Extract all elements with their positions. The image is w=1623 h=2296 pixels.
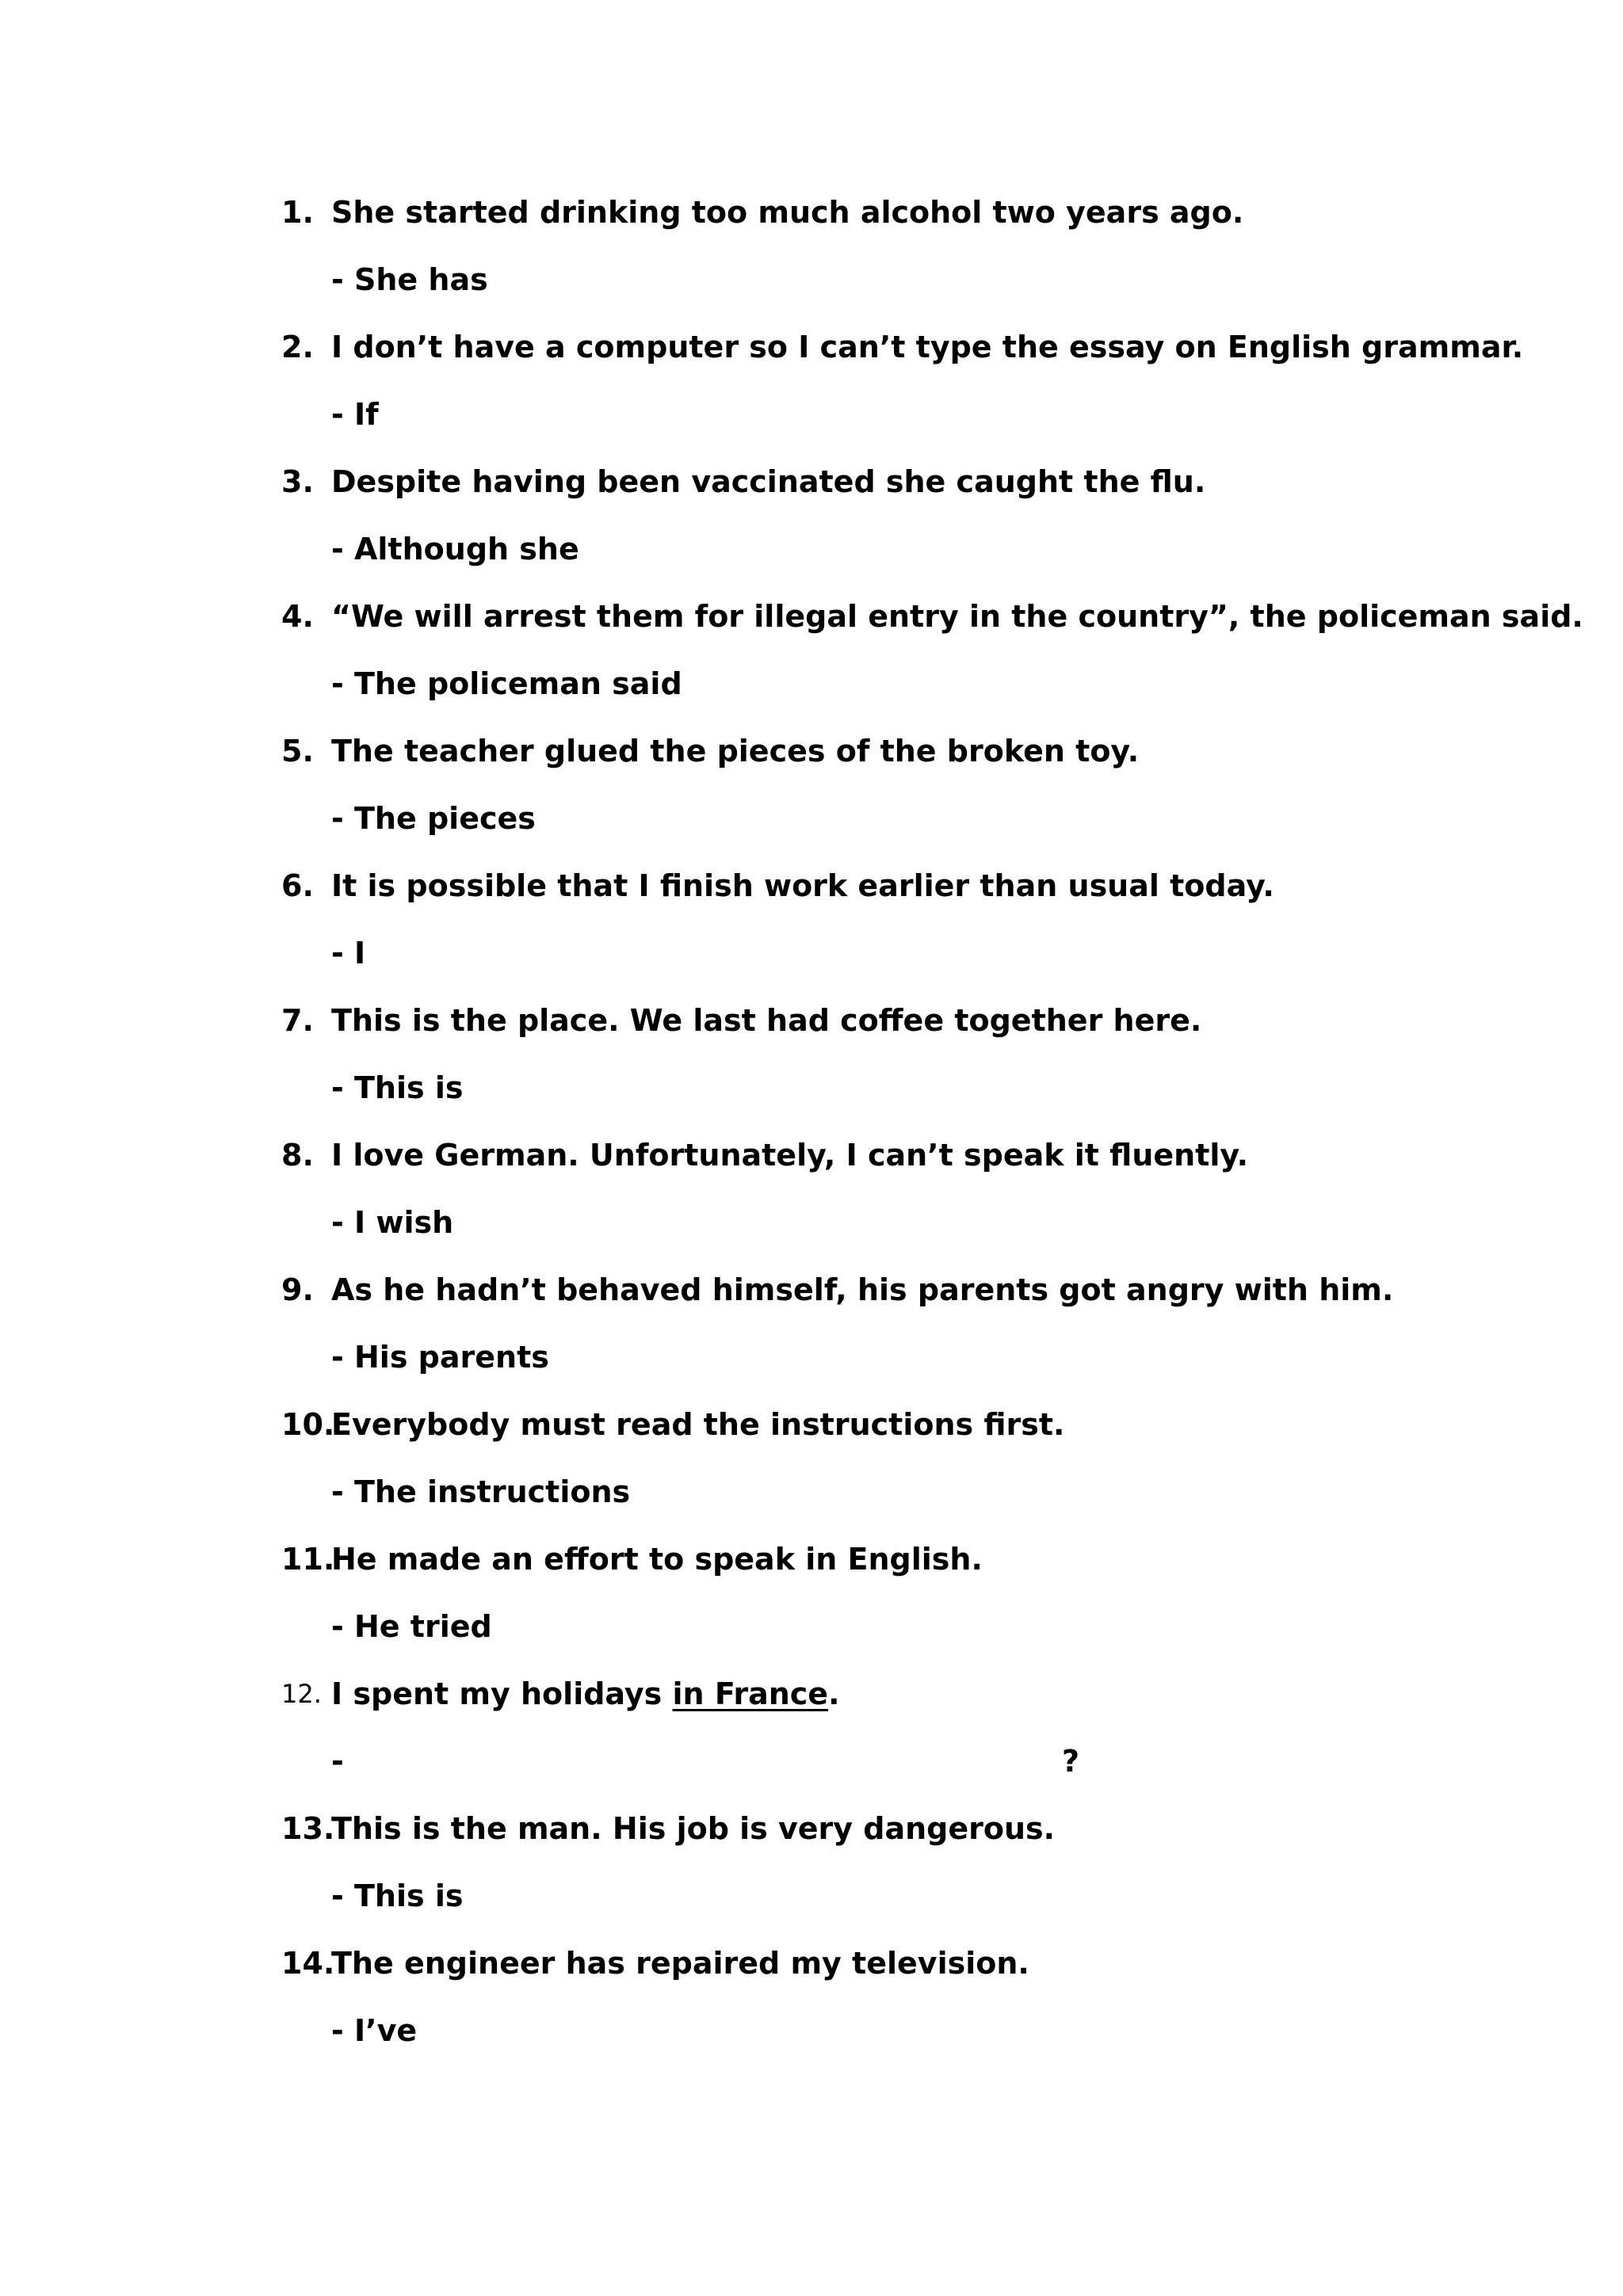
question-number: 13. (281, 1811, 335, 1846)
question-number: 1. (281, 195, 314, 230)
question-number: 6. (281, 868, 314, 903)
question-sentence: The teacher glued the pieces of the broken toy. (331, 734, 1140, 769)
answer-prompt: - The policeman said (331, 666, 682, 701)
question-number: 8. (281, 1138, 314, 1173)
question-sentence: Everybody must read the instructions first. (331, 1407, 1065, 1442)
answer-prompt: - He tried (331, 1609, 492, 1644)
sentence-start: I spent my holidays (331, 1676, 673, 1711)
answer-prompt: - She has (331, 262, 488, 297)
answer-prompt: - I wish (331, 1205, 454, 1240)
question-mark: ? (1062, 1744, 1080, 1779)
question-sentence (331, 1670, 840, 1718)
answer-prompt: - The instructions (331, 1474, 631, 1509)
answer-prompt: - I’ve (331, 2013, 418, 2048)
question-number: 14. (281, 1946, 335, 1981)
question-sentence: This is the place. We last had coffee together here. (331, 1003, 1202, 1038)
answer-prompt: - (331, 1744, 344, 1779)
question-sentence: The engineer has repaired my television. (331, 1946, 1029, 1981)
question-number: 10. (281, 1407, 335, 1442)
question-number: 11. (281, 1542, 335, 1577)
question-number: 7. (281, 1003, 314, 1038)
sentence-end: . (828, 1676, 840, 1711)
question-sentence: I don’t have a computer so I can’t type the essay on English grammar. (331, 330, 1524, 364)
question-sentence: She started drinking too much alcohol two years ago. (331, 195, 1244, 230)
answer-prompt: - The pieces (331, 801, 536, 836)
answer-prompt: - Although she (331, 532, 579, 566)
question-number: 5. (281, 734, 314, 769)
question-number: 3. (281, 464, 314, 499)
question-sentence: This is the man. His job is very dangerous. (331, 1811, 1056, 1846)
question-sentence: It is possible that I finish work earlier than usual today. (331, 868, 1274, 903)
underlined-phrase: in France (672, 1676, 829, 1711)
question-number: 9. (281, 1272, 314, 1307)
answer-prompt: - His parents (331, 1340, 549, 1375)
question-sentence: As he hadn’t behaved himself, his parents got angry with him. (331, 1272, 1394, 1307)
question-sentence: “We will arrest them for illegal entry in the country”, the policeman said. (331, 599, 1583, 634)
answer-prompt: - I (331, 936, 366, 971)
question-number: 12. (281, 1679, 322, 1709)
question-number: 4. (281, 599, 314, 634)
answer-prompt: - This is (331, 1878, 464, 1913)
answer-prompt: - If (331, 397, 379, 432)
question-number: 2. (281, 330, 314, 364)
question-sentence: I love German. Unfortunately, I can’t speak it fluently. (331, 1138, 1249, 1173)
answer-prompt: - This is (331, 1070, 464, 1105)
question-sentence: Despite having been vaccinated she caught the flu. (331, 464, 1206, 499)
question-sentence: He made an effort to speak in English. (331, 1542, 983, 1577)
